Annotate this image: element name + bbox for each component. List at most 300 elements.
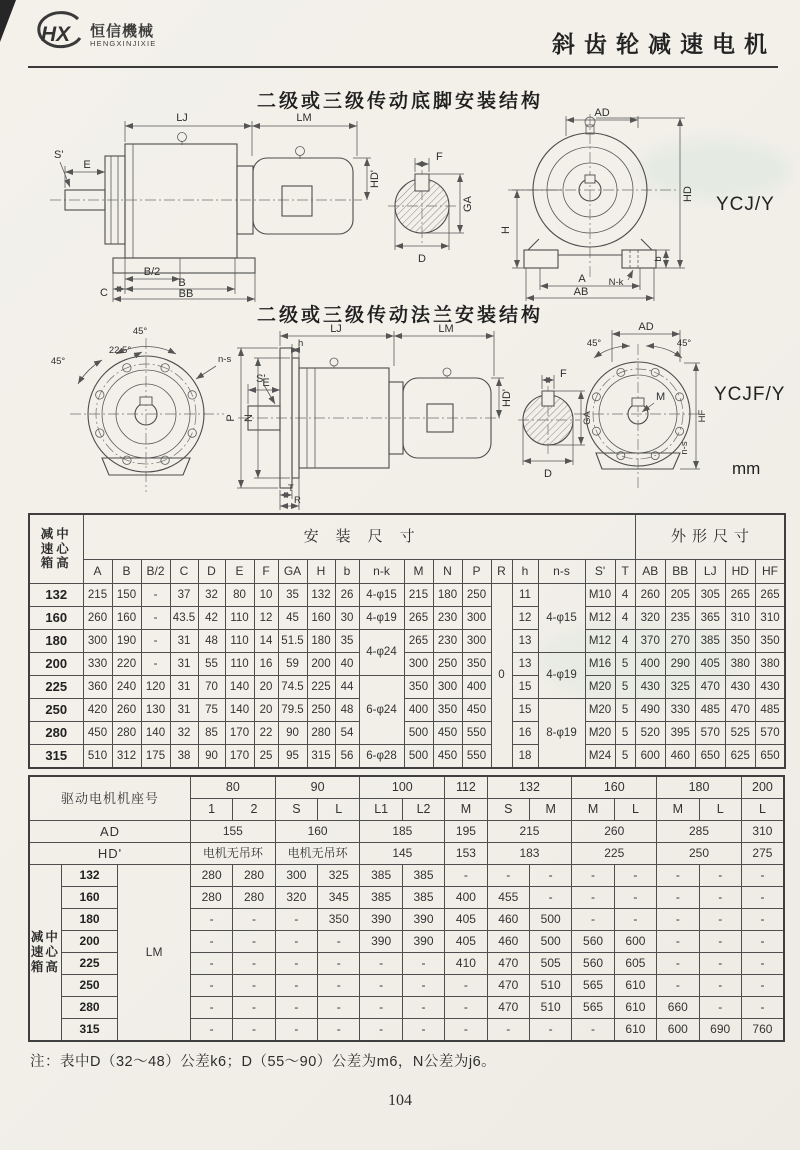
- table-cell: 400: [462, 676, 491, 699]
- table-cell: -: [402, 997, 444, 1019]
- table-cell: 405: [445, 909, 487, 931]
- corner-line: 减中: [40, 527, 72, 542]
- dim-ga2: GA: [582, 411, 593, 425]
- dim-hf: HF: [697, 409, 708, 423]
- install-dimension-table-wrap: [28, 513, 785, 769]
- logo-hx-text: HX: [41, 23, 71, 46]
- table-cell: 230: [433, 607, 462, 630]
- ad-value: 215: [487, 821, 572, 843]
- table-cell: 350: [318, 909, 360, 931]
- table-cell: -: [275, 1019, 317, 1042]
- table-cell: M12: [585, 607, 615, 630]
- hd-value: 电机无吊环: [275, 843, 360, 865]
- table-cell: 15: [512, 699, 538, 722]
- table-cell: 31: [170, 676, 198, 699]
- page-title: 斜齿轮减速电机: [552, 31, 776, 57]
- hx-logo-mark: [30, 10, 86, 58]
- dim-hd-prime2: HD': [501, 389, 513, 407]
- table-cell: 120: [141, 676, 170, 699]
- table-cell: 565: [572, 975, 614, 997]
- ad-value: 260: [572, 821, 657, 843]
- table-cell: 345: [318, 887, 360, 909]
- dim-b: B: [178, 277, 186, 289]
- table-cell: 6-φ28: [359, 745, 404, 769]
- table-cell: M24: [585, 745, 615, 769]
- ad-value: 185: [360, 821, 445, 843]
- table-cell: 485: [695, 699, 725, 722]
- table-cell: -: [487, 1019, 529, 1042]
- table-cell: 260: [635, 584, 665, 607]
- table-cell: -: [741, 953, 784, 975]
- table-cell: 430: [725, 676, 755, 699]
- frame-variant-header: 2: [233, 799, 275, 821]
- table-row: [29, 745, 785, 769]
- dim-lm: LM: [296, 112, 312, 124]
- table-cell: 32: [170, 722, 198, 745]
- table-cell: 11: [512, 584, 538, 607]
- table-cell: 31: [170, 630, 198, 653]
- table-cell: 140: [225, 676, 254, 699]
- table-cell: 225: [307, 676, 335, 699]
- motor-frame-table: [28, 775, 785, 1042]
- table-cell: -: [741, 931, 784, 953]
- row-size: 132: [61, 865, 118, 887]
- dim-h: H: [500, 226, 512, 234]
- table-cell: -: [233, 1019, 275, 1042]
- table-cell: 90: [278, 722, 307, 745]
- table-cell: 365: [695, 607, 725, 630]
- table-cell: 79.5: [278, 699, 307, 722]
- table-cell: 5: [615, 722, 635, 745]
- hd-value: 145: [360, 843, 445, 865]
- table-cell: 470: [695, 676, 725, 699]
- ad-value: 310: [741, 821, 784, 843]
- table-cell: -: [190, 953, 232, 975]
- dim-lj: LJ: [176, 112, 188, 124]
- dim-d2: D: [544, 468, 552, 480]
- model-label-ycjf: YCJF/Y: [714, 384, 786, 405]
- table-cell: -: [318, 953, 360, 975]
- table-cell: 460: [665, 745, 695, 769]
- table-cell: -: [614, 865, 656, 887]
- table-cell: 265: [725, 584, 755, 607]
- page-header: [30, 8, 776, 64]
- table-cell: 220: [112, 653, 141, 676]
- row-size: 250: [29, 699, 83, 722]
- table-cell: 40: [335, 653, 359, 676]
- table-cell: 215: [83, 584, 112, 607]
- table-cell: 350: [404, 676, 433, 699]
- page-number: 104: [388, 1092, 412, 1109]
- logo-company-name-en: HENGXINJIXIE: [90, 39, 157, 48]
- front-view: [500, 107, 694, 301]
- table-cell: 500: [404, 722, 433, 745]
- table-cell: 20: [254, 699, 278, 722]
- table-cell: 325: [665, 676, 695, 699]
- dim-hd-prime: HD': [369, 170, 381, 188]
- table-cell: 250: [307, 699, 335, 722]
- table-cell: -: [699, 909, 741, 931]
- table-cell: -: [275, 909, 317, 931]
- table-cell: 485: [755, 699, 785, 722]
- table-cell: 380: [725, 653, 755, 676]
- table-cell: -: [699, 997, 741, 1019]
- table-cell: 455: [487, 887, 529, 909]
- table-cell: 8-φ19: [538, 699, 585, 769]
- table-cell: 35: [335, 630, 359, 653]
- table-cell: -: [141, 630, 170, 653]
- shaft-section-view-2: [518, 368, 593, 480]
- table-cell: 300: [462, 607, 491, 630]
- table-cell: 13: [512, 653, 538, 676]
- table-cell: -: [318, 997, 360, 1019]
- frame-variant-header: M: [572, 799, 614, 821]
- table-row: [29, 676, 785, 699]
- table-cell: 560: [572, 953, 614, 975]
- table-cell: 240: [112, 676, 141, 699]
- table-cell: 110: [225, 653, 254, 676]
- frame-variant-header: M: [445, 799, 487, 821]
- table-cell: 430: [755, 676, 785, 699]
- table-cell: -: [657, 865, 699, 887]
- table-cell: 350: [725, 630, 755, 653]
- table-cell: -: [402, 1019, 444, 1042]
- table-cell: -: [572, 887, 614, 909]
- table-row: [29, 722, 785, 745]
- flange-rear-view: [574, 321, 708, 488]
- table-cell: 300: [433, 676, 462, 699]
- row-size: 160: [29, 607, 83, 630]
- table-cell: -: [190, 975, 232, 997]
- ad-value: 195: [445, 821, 487, 843]
- dim-m: M: [656, 391, 666, 403]
- table-cell: 4: [615, 630, 635, 653]
- frame-variant-header: L2: [402, 799, 444, 821]
- table2-hd-row: [29, 843, 784, 865]
- table-cell: -: [360, 1019, 402, 1042]
- dim-f2: F: [560, 368, 567, 380]
- table-cell: 265: [404, 607, 433, 630]
- table-cell: 235: [665, 607, 695, 630]
- table-cell: 30: [335, 607, 359, 630]
- table-cell: 390: [360, 931, 402, 953]
- column-header: H: [307, 560, 335, 584]
- scan-corner-artifact: [0, 0, 16, 42]
- table-cell: -: [699, 887, 741, 909]
- table-row: [29, 653, 785, 676]
- table-cell: 505: [529, 953, 571, 975]
- table-cell: 140: [225, 699, 254, 722]
- ad-label: AD: [29, 821, 190, 843]
- column-header: P: [462, 560, 491, 584]
- table-cell: 450: [433, 722, 462, 745]
- frame-size-header: 112: [445, 776, 487, 799]
- table-cell: -: [529, 887, 571, 909]
- table-cell: 450: [433, 745, 462, 769]
- center-height-line: 箱高: [30, 960, 60, 974]
- column-header: B: [112, 560, 141, 584]
- logo-text: [90, 24, 157, 50]
- frame-variant-header: L: [699, 799, 741, 821]
- table-cell: 43.5: [170, 607, 198, 630]
- table-cell: 250: [462, 584, 491, 607]
- table-cell: 90: [198, 745, 225, 769]
- frame-size-header: 80: [190, 776, 275, 799]
- table-cell: 300: [462, 630, 491, 653]
- table-cell: -: [318, 975, 360, 997]
- table-cell: -: [318, 1019, 360, 1042]
- table-cell: 95: [278, 745, 307, 769]
- column-header: D: [198, 560, 225, 584]
- table-cell: 760: [741, 1019, 784, 1042]
- corner-line: 箱高: [40, 556, 72, 571]
- table-cell: 150: [112, 584, 141, 607]
- row-size: 160: [61, 887, 118, 909]
- row-size: 225: [29, 676, 83, 699]
- column-header: n-s: [538, 560, 585, 584]
- table-cell: M16: [585, 653, 615, 676]
- column-header: E: [225, 560, 254, 584]
- table-cell: 75: [198, 699, 225, 722]
- angle-45-r1: 45°: [586, 338, 602, 349]
- table-cell: 44: [335, 676, 359, 699]
- column-header: S': [585, 560, 615, 584]
- table-cell: -: [614, 887, 656, 909]
- table-cell: 315: [307, 745, 335, 769]
- table-cell: -: [445, 997, 487, 1019]
- table-cell: 48: [335, 699, 359, 722]
- table-cell: 160: [307, 607, 335, 630]
- table-cell: -: [741, 865, 784, 887]
- angle-225: 22.5°: [108, 345, 132, 356]
- table-cell: 4-φ19: [359, 607, 404, 630]
- table-cell: -: [741, 997, 784, 1019]
- table-cell: 14: [254, 630, 278, 653]
- table-cell: 410: [445, 953, 487, 975]
- table-cell: 38: [170, 745, 198, 769]
- table-cell: 22: [254, 722, 278, 745]
- table-cell: 265: [755, 584, 785, 607]
- side-view-flange: [225, 323, 513, 510]
- table-cell: 460: [487, 931, 529, 953]
- dim-lj2: LJ: [330, 323, 342, 335]
- frame-size-header: 100: [360, 776, 445, 799]
- ad-value: 160: [275, 821, 360, 843]
- table-cell: -: [614, 909, 656, 931]
- column-header: h: [512, 560, 538, 584]
- frame-size-header: 180: [657, 776, 742, 799]
- table-cell: 180: [433, 584, 462, 607]
- table-cell: M20: [585, 699, 615, 722]
- column-header: T: [615, 560, 635, 584]
- table-cell: 175: [141, 745, 170, 769]
- table-cell: -: [233, 953, 275, 975]
- column-header: n-k: [359, 560, 404, 584]
- table-cell: 180: [307, 630, 335, 653]
- frame-variant-header: L: [741, 799, 784, 821]
- section-heading-flange-mount: 二级或三级传动法兰安装结构: [256, 305, 543, 326]
- column-header: A: [83, 560, 112, 584]
- row-size: 280: [29, 722, 83, 745]
- angle-45-left: 45°: [50, 356, 66, 367]
- column-header: B/2: [141, 560, 170, 584]
- table-cell: 460: [487, 909, 529, 931]
- table-cell: -: [741, 975, 784, 997]
- column-header: GA: [278, 560, 307, 584]
- table-cell: 85: [198, 722, 225, 745]
- dim-s-prime2: S': [256, 373, 266, 385]
- table-cell: 54: [335, 722, 359, 745]
- table-cell: 45: [278, 607, 307, 630]
- table-cell: 325: [318, 865, 360, 887]
- row-size: 315: [61, 1019, 118, 1042]
- column-header: N: [433, 560, 462, 584]
- table-cell: 5: [615, 653, 635, 676]
- column-header: b: [335, 560, 359, 584]
- table-cell: 270: [665, 630, 695, 653]
- table-cell: 510: [529, 997, 571, 1019]
- table-cell: 260: [83, 607, 112, 630]
- dim-f: F: [436, 151, 443, 163]
- column-header: R: [491, 560, 512, 584]
- table-cell: 550: [462, 745, 491, 769]
- table-cell: 395: [665, 722, 695, 745]
- column-header: HD: [725, 560, 755, 584]
- table-cell: 500: [529, 931, 571, 953]
- table-cell: -: [233, 997, 275, 1019]
- table-cell: 650: [695, 745, 725, 769]
- table-cell: 25: [254, 745, 278, 769]
- dim-p: P: [225, 414, 237, 422]
- table-cell: 650: [755, 745, 785, 769]
- table-cell: 132: [307, 584, 335, 607]
- column-header: F: [254, 560, 278, 584]
- table1-column-header-row: [29, 560, 785, 584]
- table-cell: M20: [585, 676, 615, 699]
- table-cell: 450: [83, 722, 112, 745]
- row-size: 200: [61, 931, 118, 953]
- table-cell: 605: [614, 953, 656, 975]
- table-cell: 350: [433, 699, 462, 722]
- table-cell: 660: [657, 997, 699, 1019]
- hd-label: HD': [29, 843, 190, 865]
- table-cell: 4-φ24: [359, 630, 404, 676]
- table-cell: 360: [83, 676, 112, 699]
- column-header: M: [404, 560, 433, 584]
- dim-t: T: [288, 483, 294, 494]
- table-cell: 31: [170, 653, 198, 676]
- table-cell: 470: [487, 997, 529, 1019]
- frame-size-header: 200: [741, 776, 784, 799]
- table-cell: 31: [170, 699, 198, 722]
- table-cell: 110: [225, 630, 254, 653]
- row-size: 132: [29, 584, 83, 607]
- table-cell: 280: [307, 722, 335, 745]
- table-cell: 305: [695, 584, 725, 607]
- table-cell: 0: [491, 584, 512, 769]
- outline-dims-header: 外形尺寸: [635, 514, 785, 560]
- dim-h-small: h: [298, 338, 304, 349]
- table-cell: -: [699, 931, 741, 953]
- table-cell: 470: [487, 953, 529, 975]
- dim-e: E: [83, 159, 91, 171]
- table-cell: 16: [254, 653, 278, 676]
- dim-b-small: b: [653, 256, 664, 262]
- dim-ab: AB: [573, 286, 589, 298]
- table-cell: 5: [615, 745, 635, 769]
- table-cell: -: [402, 953, 444, 975]
- foot-mount-drawing: [30, 107, 775, 303]
- table-cell: 560: [572, 931, 614, 953]
- side-view: [50, 112, 381, 302]
- frame-variant-header: 1: [190, 799, 232, 821]
- table-cell: 385: [360, 887, 402, 909]
- column-header: LJ: [695, 560, 725, 584]
- table-cell: 4: [615, 607, 635, 630]
- table-cell: -: [741, 909, 784, 931]
- table-cell: 6-φ24: [359, 676, 404, 745]
- table-cell: 51.5: [278, 630, 307, 653]
- table-cell: 56: [335, 745, 359, 769]
- table-cell: 13: [512, 630, 538, 653]
- table-cell: -: [699, 865, 741, 887]
- table-cell: -: [141, 584, 170, 607]
- hd-value: 183: [487, 843, 572, 865]
- table-cell: 400: [635, 653, 665, 676]
- table-cell: 190: [112, 630, 141, 653]
- dim-e2: E: [262, 377, 270, 389]
- motor-frame-header: 驱动电机机座号: [29, 776, 190, 821]
- table-cell: 74.5: [278, 676, 307, 699]
- table-cell: 690: [699, 1019, 741, 1042]
- table-cell: 510: [529, 975, 571, 997]
- table-cell: 470: [487, 975, 529, 997]
- table-cell: 400: [445, 887, 487, 909]
- dim-n-s: n-s: [218, 354, 232, 365]
- table-cell: -: [572, 1019, 614, 1042]
- table-cell: -: [275, 975, 317, 997]
- table-cell: 625: [725, 745, 755, 769]
- angle-45-r2: 45°: [676, 338, 692, 349]
- tolerance-note: 注：表中D（32～48）公差k6；D（55～90）公差为m6，N公差为j6。: [30, 1054, 497, 1070]
- shaft-section-view: [388, 151, 474, 265]
- frame-variant-header: S: [275, 799, 317, 821]
- dim-n-s2: n-s: [679, 441, 690, 455]
- table-cell: 5: [615, 699, 635, 722]
- corner-line: 速心: [40, 541, 72, 556]
- table-cell: 350: [755, 630, 785, 653]
- corner-center-height-label: [29, 514, 83, 584]
- table-cell: 600: [614, 931, 656, 953]
- ad-value: 155: [190, 821, 275, 843]
- table-cell: -: [233, 975, 275, 997]
- hd-value: 225: [572, 843, 657, 865]
- table-cell: 20: [254, 676, 278, 699]
- section-heading-foot-mount: 二级或三级传动底脚安装结构: [256, 91, 543, 112]
- table-cell: 290: [665, 653, 695, 676]
- table-cell: 160: [112, 607, 141, 630]
- table-cell: 312: [112, 745, 141, 769]
- table-cell: -: [233, 931, 275, 953]
- table-cell: -: [657, 975, 699, 997]
- hd-value: 275: [741, 843, 784, 865]
- table-cell: 280: [190, 887, 232, 909]
- dim-n: N: [243, 414, 255, 422]
- table-cell: 300: [404, 653, 433, 676]
- table-cell: -: [699, 953, 741, 975]
- table-cell: 370: [635, 630, 665, 653]
- table-cell: -: [445, 975, 487, 997]
